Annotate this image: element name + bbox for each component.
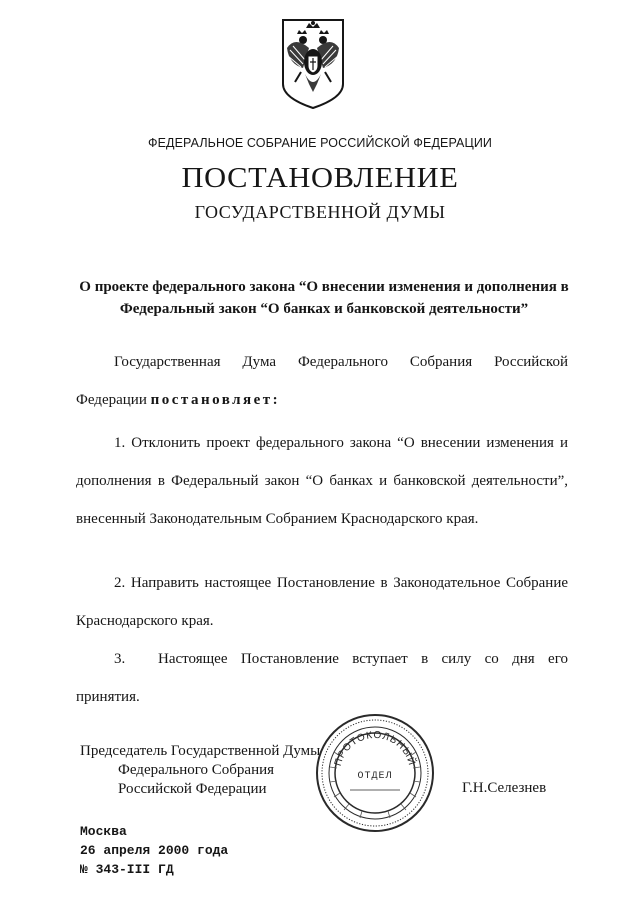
- issuing-body-title: ГОСУДАРСТВЕННОЙ ДУМЫ: [194, 202, 446, 222]
- document-number: № 343-III ГД: [80, 862, 174, 877]
- item-2: [76, 564, 568, 640]
- item-3-text: Настоящее Постановление вступает в силу со дня его принятия.: [76, 651, 568, 705]
- document-footer: [80, 822, 228, 879]
- item-1: [76, 424, 568, 538]
- signature-title: [80, 742, 320, 799]
- issue-date: 26 апреля 2000 года: [80, 843, 229, 858]
- signatory-name: Г.Н.Селезнев: [462, 780, 547, 796]
- item-3-number: 3.: [114, 651, 126, 667]
- item-text: Направить настоящее Постановление в Законодательное Собрание Краснодарского края.: [76, 575, 569, 629]
- signature-title-line: Федерального Собрания: [118, 762, 275, 778]
- document-subject: О проекте федерального закона “О внесении изменения и дополнения в Федеральный закон “О банках и банковской деятельности”: [79, 279, 569, 317]
- item-number: 1.: [114, 435, 126, 451]
- item-text: Отклонить проект федерального закона “О внесении изменения и дополнения в Федеральный закон “О банках и банковской деятельности”, внесенный Законодательным Собранием Краснодарского края.: [76, 435, 569, 527]
- preamble-paragraph: [76, 343, 568, 419]
- organization-header: ФЕДЕРАЛЬНОЕ СОБРАНИЕ РОССИЙСКОЙ ФЕДЕРАЦИИ: [147, 136, 493, 150]
- document-type-title: ПОСТАНОВЛЕНИЕ: [181, 162, 459, 194]
- stamp-center-text: ОТДЕЛ: [357, 771, 393, 782]
- office-stamp: [314, 712, 436, 834]
- coat-of-arms-icon: [279, 18, 347, 110]
- issue-place: Москва: [80, 824, 127, 839]
- signature-title-line: Российской Федерации: [118, 781, 267, 797]
- stamp-top-text: ПРОТОКОЛЬНЫЙ: [332, 729, 418, 768]
- preamble-emphasis: постановляет:: [150, 392, 281, 408]
- preamble-text: Государственная Дума Федерального Собрания Российской Федерации: [76, 354, 568, 408]
- item-number: 2.: [114, 575, 126, 591]
- signature-title-line: Председатель Государственной Думы: [80, 743, 321, 759]
